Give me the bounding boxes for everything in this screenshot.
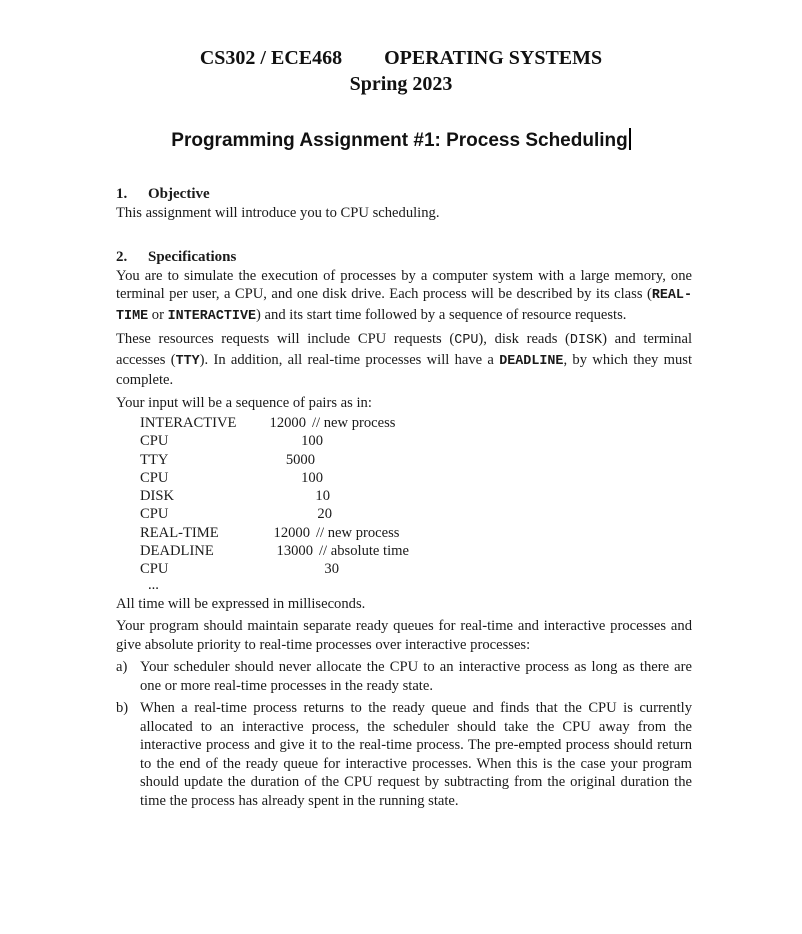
keyword-real-time: REAL-TIME xyxy=(116,288,692,324)
input-value: 13000 xyxy=(276,543,313,560)
input-line xyxy=(140,542,692,560)
input-keyword: DISK xyxy=(140,488,175,505)
input-value: 30 xyxy=(324,561,339,578)
input-value: 100 xyxy=(301,469,323,486)
input-line xyxy=(140,414,692,432)
spec-paragraph-5: Your program should maintain separate ready queues for real-time and interactive processes and give absolute priority to real-time processes over interactive processes: xyxy=(116,618,692,653)
keyword-disk: DISK xyxy=(569,333,603,348)
list-item-b xyxy=(116,699,692,810)
input-value: 5000 xyxy=(285,451,315,468)
list-label: a) xyxy=(116,659,128,676)
keyword-interactive: INTERACTIVE xyxy=(167,308,257,324)
objective-text: This assignment will introduce you to CPU scheduling. xyxy=(116,204,440,221)
text-cursor xyxy=(629,128,631,150)
assignment-title-text: Programming Assignment #1: Process Scheduling xyxy=(171,130,628,151)
input-comment: // new process xyxy=(316,524,400,541)
input-value: 10 xyxy=(315,488,330,505)
spec-paragraph-4: All time will be expressed in milliseconds. xyxy=(116,595,366,612)
list-label: b) xyxy=(116,700,129,717)
input-comment: // new process xyxy=(312,415,396,431)
spec-paragraph-2: These resources requests will include CPU requests (CPU), disk reads (DISK) and terminal accesses (TTY). In addition, all real-time processes will have a DEADLINE, by which they must complete. xyxy=(116,331,692,388)
input-value: 20 xyxy=(317,506,332,523)
input-line xyxy=(140,505,692,523)
keyword-cpu: CPU xyxy=(454,333,479,348)
input-keyword: TTY xyxy=(140,451,169,468)
assignment-title[interactable] xyxy=(0,128,802,153)
input-keyword: CPU xyxy=(140,433,169,450)
input-line xyxy=(140,451,692,469)
course-code: CS302 / ECE468 xyxy=(199,47,343,69)
course-header xyxy=(0,46,802,70)
list-item-a xyxy=(116,658,692,695)
input-keyword: DEADLINE xyxy=(140,543,214,560)
section-heading-objective xyxy=(116,185,692,204)
input-keyword: REAL-TIME xyxy=(140,524,219,541)
input-value: 12000 xyxy=(269,415,306,431)
section-number: 1. xyxy=(116,186,128,202)
section-number: 2. xyxy=(116,249,128,265)
spec-paragraph-3: Your input will be a sequence of pairs as in: xyxy=(116,394,372,411)
input-keyword: INTERACTIVE xyxy=(140,415,237,431)
course-title: OPERATING SYSTEMS xyxy=(384,47,603,69)
input-line xyxy=(140,432,692,450)
keyword-deadline: DEADLINE xyxy=(499,353,564,369)
list-text: When a real-time process returns to the ready queue and finds that the CPU is currently allocated to an interactive process, the scheduler should take the CPU away from the interactive process and give it to the real-time process. The pre-empted process should return to the end of the ready queue for interactive processes. When this is the case your program should update the duration of the CPU request by subtracting from the original duration the time the process has already spent in the running state. xyxy=(140,700,692,809)
input-keyword: CPU xyxy=(140,469,169,486)
input-value: 100 xyxy=(301,433,323,450)
input-value: 12000 xyxy=(273,524,310,541)
input-line xyxy=(140,524,692,542)
document-body xyxy=(116,185,692,810)
section-title: Specifications xyxy=(148,249,237,265)
section-title: Objective xyxy=(148,186,210,202)
input-comment: // absolute time xyxy=(319,543,409,560)
input-example xyxy=(140,414,692,593)
input-line xyxy=(140,469,692,487)
input-keyword: CPU xyxy=(140,561,169,578)
input-keyword: CPU xyxy=(140,506,169,523)
keyword-tty: TTY xyxy=(175,353,200,369)
section-heading-specifications xyxy=(116,248,692,267)
input-line xyxy=(140,560,692,578)
list-text: Your scheduler should never allocate the CPU to an interactive process as long as there are one or more real-time processes in the ready state. xyxy=(140,659,692,694)
input-ellipsis: ... xyxy=(148,576,159,593)
semester: Spring 2023 xyxy=(349,73,453,95)
spec-paragraph-1: You are to simulate the execution of processes by a computer system with a large memory, one terminal per user, a CPU, and one disk drive. Each process will be described by its class (REAL-TIME or INTERACTIVE) and its start time followed by a sequence of resource requests. xyxy=(116,267,692,324)
input-line xyxy=(140,487,692,505)
